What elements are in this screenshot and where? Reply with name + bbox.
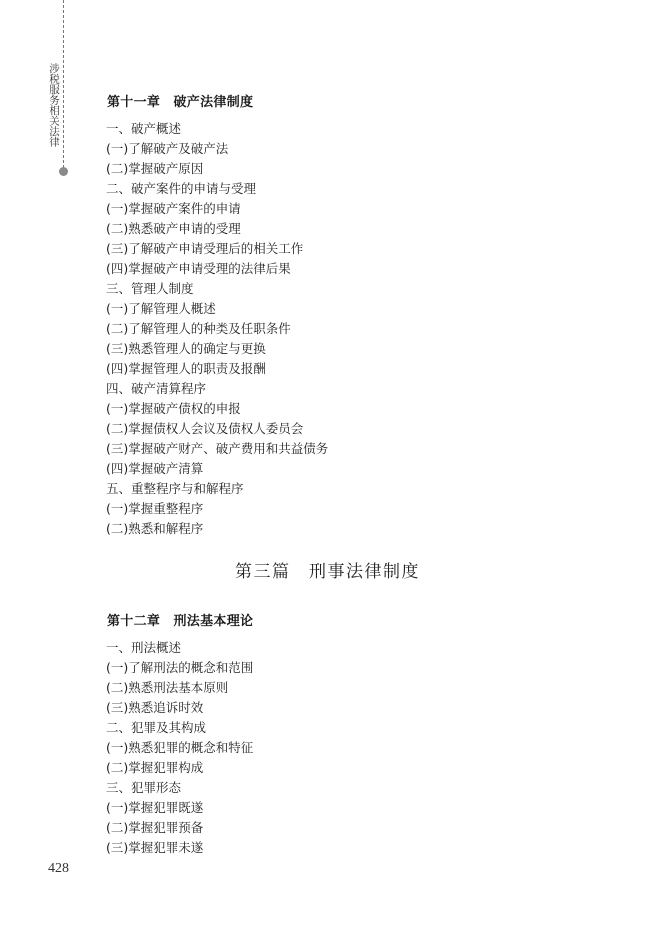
outline-item: 三、犯罪形态 — [106, 780, 182, 795]
page-number: 428 — [48, 861, 69, 876]
outline-item: 五、重整程序与和解程序 — [106, 481, 244, 496]
running-header: 涉税服务相关法律 — [48, 63, 60, 147]
outline-item: (四)掌握破产申请受理的法律后果 — [106, 261, 291, 276]
outline-item: (三)掌握破产财产、破产费用和共益债务 — [106, 441, 329, 456]
outline-item: 四、破产清算程序 — [106, 381, 207, 396]
margin-dot-marker — [59, 167, 68, 176]
outline-item: (三)熟悉追诉时效 — [106, 700, 204, 715]
outline-item: (一)了解管理人概述 — [106, 301, 216, 316]
outline-item: (二)掌握犯罪预备 — [106, 820, 204, 835]
outline-item: (二)了解管理人的种类及任职条件 — [106, 321, 291, 336]
chapter-11-outline — [106, 119, 328, 539]
outline-item: (二)熟悉和解程序 — [106, 521, 204, 536]
chapter-11-title: 第十一章 破产法律制度 — [107, 95, 254, 110]
outline-item: (一)了解破产及破产法 — [106, 141, 229, 156]
outline-item: (二)熟悉刑法基本原则 — [106, 680, 229, 695]
outline-item: (一)掌握破产案件的申请 — [106, 201, 241, 216]
outline-item: (一)熟悉犯罪的概念和特征 — [106, 740, 254, 755]
outline-item: (一)掌握破产债权的申报 — [106, 401, 241, 416]
outline-item: 二、破产案件的申请与受理 — [106, 181, 257, 196]
chapter-12-title: 第十二章 刑法基本理论 — [107, 614, 254, 629]
chapter-12-outline — [106, 638, 253, 858]
outline-item: (一)掌握犯罪既遂 — [106, 800, 204, 815]
margin-dashed-line — [63, 0, 64, 168]
outline-item: (二)掌握债权人会议及债权人委员会 — [106, 421, 304, 436]
outline-item: (二)掌握犯罪构成 — [106, 760, 204, 775]
outline-item: (三)了解破产申请受理后的相关工作 — [106, 241, 304, 256]
outline-item: 三、管理人制度 — [106, 281, 194, 296]
outline-item: (四)掌握破产清算 — [106, 461, 204, 476]
outline-item: (三)掌握犯罪未遂 — [106, 840, 204, 855]
outline-item: 一、破产概述 — [106, 121, 182, 136]
outline-item: (二)掌握破产原因 — [106, 161, 204, 176]
outline-item: (二)熟悉破产申请的受理 — [106, 221, 241, 236]
outline-item: (三)熟悉管理人的确定与更换 — [106, 341, 266, 356]
outline-item: 一、刑法概述 — [106, 640, 182, 655]
outline-item: 二、犯罪及其构成 — [106, 720, 207, 735]
part-3-title: 第三篇 刑事法律制度 — [235, 562, 420, 582]
outline-item: (一)了解刑法的概念和范围 — [106, 660, 254, 675]
outline-item: (一)掌握重整程序 — [106, 501, 204, 516]
outline-item: (四)掌握管理人的职责及报酬 — [106, 361, 266, 376]
